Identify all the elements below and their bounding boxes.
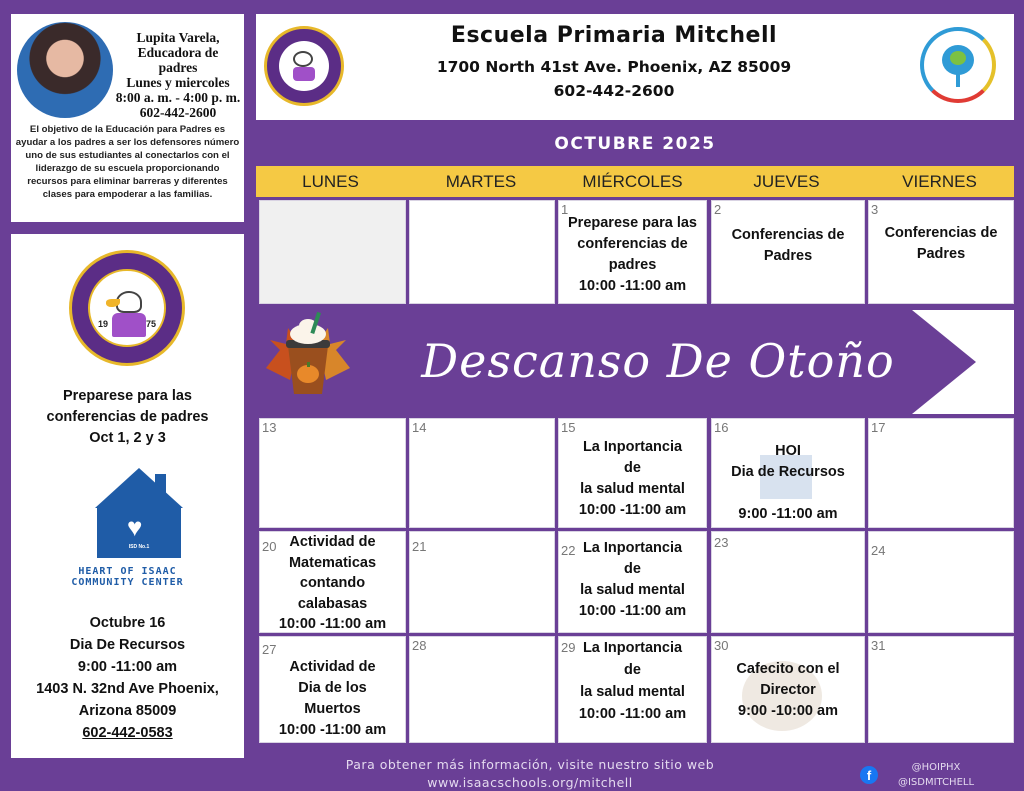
- calendar-day-1: [558, 200, 707, 304]
- conferences-line1: Preparese para las: [63, 388, 192, 404]
- event-line: la salud mental: [580, 481, 685, 497]
- weekday-friday: VIERNES: [865, 166, 1014, 197]
- eagle-head-icon: [293, 51, 313, 67]
- event-line: Padres: [916, 246, 966, 262]
- event-line: Matematicas: [288, 554, 377, 571]
- calendar-day-16: [711, 418, 865, 528]
- facebook-icon[interactable]: f: [860, 766, 878, 784]
- school-address: 1700 North 41st Ave. Phoenix, AZ 85009: [436, 58, 792, 76]
- calendar-day-27: [259, 636, 406, 743]
- footer-website-link[interactable]: www.isaacschools.org/mitchell: [427, 775, 633, 790]
- day-15-event: [559, 437, 706, 521]
- event-line: HOI: [775, 443, 801, 459]
- contact-role-line2: padres: [158, 60, 198, 75]
- parent-educator-panel: [11, 14, 244, 222]
- event-line: Preparese para las: [568, 215, 697, 231]
- hoi-name: [17, 566, 238, 588]
- event-time: 10:00 -11:00 am: [278, 722, 387, 738]
- event-line: La Inportancia: [582, 540, 683, 556]
- contact-hours: 8:00 a. m. - 4:00 p. m.: [115, 90, 241, 105]
- calendar-day-21: [409, 531, 555, 633]
- hoi-house-logo: [95, 468, 183, 560]
- date-number: 22: [561, 543, 576, 558]
- calendar-day-23: [711, 531, 865, 633]
- day-30-event: [712, 659, 864, 722]
- conferences-line3: Oct 1, 2 y 3: [89, 430, 166, 446]
- weekday-monday: LUNES: [256, 166, 405, 197]
- day-27-event: [260, 657, 405, 741]
- weekday-tuesday: MARTES: [405, 166, 557, 197]
- calendar-day-24: [868, 531, 1014, 633]
- event-line: La Inportancia: [582, 640, 683, 656]
- date-number: 23: [714, 535, 729, 550]
- conferences-notice: [11, 386, 244, 449]
- event-line: Dia de los: [298, 680, 367, 696]
- event-line: La Inportancia: [582, 439, 683, 455]
- calendar-day-20: [259, 531, 406, 633]
- hoi-name-line1: HEART OF ISAAC: [78, 566, 177, 577]
- day-3-event: [869, 223, 1013, 265]
- date-number: 28: [412, 638, 427, 653]
- resource-event: [11, 612, 244, 744]
- event-line: Conferencias de: [884, 225, 998, 241]
- day-29-event: [559, 637, 706, 725]
- event-line: Conferencias de: [731, 227, 845, 243]
- eagle-body-icon: [112, 313, 146, 337]
- school-seal-logo: [69, 250, 185, 366]
- date-number: 17: [871, 420, 886, 435]
- day-22-event: [559, 538, 706, 622]
- event-line: Padres: [763, 248, 813, 264]
- pumpkin-latte-icon: [260, 310, 356, 396]
- avatar: [17, 22, 113, 118]
- date-number: 3: [871, 202, 879, 217]
- fall-break-title: Descanso De Otoño: [421, 334, 895, 388]
- event-time: 9:00 -11:00 am: [738, 506, 838, 522]
- date-number: 1: [561, 202, 569, 217]
- school-phone: 602-442-2600: [553, 82, 675, 100]
- event-line: Cafecito con el: [736, 661, 840, 677]
- tree-icon: [950, 51, 966, 65]
- date-number: 16: [714, 420, 729, 435]
- footer-info: [256, 756, 804, 791]
- social-handles: [886, 760, 986, 790]
- event-address2: Arizona 85009: [78, 703, 177, 719]
- fall-break-banner: [260, 310, 1014, 414]
- event-line: Director: [760, 682, 816, 698]
- event-line: Actividad de: [289, 534, 376, 550]
- event-time: 10:00 -11:00 am: [578, 603, 687, 619]
- school-logo: [264, 26, 344, 106]
- hoi-logo-tag: ISD No.1: [128, 544, 150, 550]
- date-number: 31: [871, 638, 886, 653]
- calendar-day-22: [558, 531, 707, 633]
- event-line: Muertos: [304, 701, 361, 717]
- seal-year-right: 75: [145, 319, 156, 329]
- calendar-day-3: [868, 200, 1014, 304]
- event-line: contando: [299, 575, 366, 591]
- contact-description: El objetivo de la Educación para Padres es ayudar a los padres a ser los defensores número uno de sus estudiantes al conectarlos con el liderazgo de su escuela proporcionando recursos para eliminar barreras y diferentes clases para empoderar a las familias.: [15, 124, 240, 200]
- calendar-cell-empty: [259, 200, 406, 304]
- contact-role-line1: Educadora de: [137, 45, 219, 60]
- heart-icon: ♥: [127, 512, 143, 542]
- school-name: Escuela Primaria Mitchell: [450, 23, 778, 48]
- event-time: 9:00 -11:00 am: [77, 659, 178, 675]
- date-number: 24: [871, 543, 886, 558]
- calendar-day-30: [711, 636, 865, 743]
- calendar-day-28: [409, 636, 555, 743]
- day-1-event: [559, 213, 706, 297]
- day-2-event: [712, 225, 864, 267]
- footer-line1: Para obtener más información, visite nuestro sitio web: [345, 757, 715, 772]
- calendar-day-14: [409, 418, 555, 528]
- event-time: 10:00 -11:00 am: [578, 502, 687, 518]
- event-line: Dia de Recursos: [731, 464, 845, 480]
- date-number: 20: [262, 539, 277, 554]
- calendar-day-29: [558, 636, 707, 743]
- conferences-line2: conferencias de padres: [46, 409, 209, 425]
- event-date: Octubre 16: [89, 615, 166, 631]
- date-number: 30: [714, 638, 729, 653]
- weekday-wednesday: MIÉRCOLES: [557, 166, 708, 197]
- event-time: 10:00 -11:00 am: [278, 616, 387, 632]
- event-line: padres: [608, 257, 657, 273]
- calendar-cell-empty: [409, 200, 555, 304]
- calendar-day-15: [558, 418, 707, 528]
- day-16-event: [712, 441, 864, 525]
- contact-days: Lunes y miercoles: [126, 75, 230, 90]
- event-line: calabasas: [297, 595, 368, 612]
- contact-name: Lupita Varela,: [136, 30, 220, 45]
- event-line: Actividad de: [289, 659, 376, 675]
- event-line: de: [624, 561, 641, 577]
- date-number: 2: [714, 202, 722, 217]
- month-title: OCTUBRE 2025: [554, 134, 716, 154]
- event-line: conferencias de: [577, 236, 688, 252]
- calendar-day-2: [711, 200, 865, 304]
- eagle-body-icon: [293, 67, 315, 81]
- event-line: de: [624, 460, 641, 476]
- contact-phone: 602-442-2600: [139, 105, 217, 120]
- social-handle-mitchell[interactable]: @ISDMITCHELL: [897, 777, 975, 788]
- district-logo: [920, 27, 996, 103]
- date-number: 21: [412, 539, 427, 554]
- event-phone: 602-442-0583: [82, 725, 173, 741]
- social-handle-hoi[interactable]: @HOIPHX: [911, 762, 961, 773]
- calendar-day-17: [868, 418, 1014, 528]
- event-time: 9:00 -10:00 am: [738, 703, 838, 719]
- date-number: 13: [262, 420, 277, 435]
- contact-info: [115, 30, 241, 120]
- weekday-thursday: JUEVES: [708, 166, 865, 197]
- event-line: de: [624, 662, 641, 678]
- seal-year-left: 19: [98, 319, 109, 329]
- date-number: 27: [262, 642, 277, 657]
- date-number: 15: [561, 420, 576, 435]
- event-line: la salud mental: [580, 684, 685, 700]
- event-title: Dia De Recursos: [69, 637, 186, 653]
- calendar-day-31: [868, 636, 1014, 743]
- school-header: [256, 14, 1014, 120]
- event-time: 10:00 -11:00 am: [578, 706, 687, 722]
- date-number: 14: [412, 420, 427, 435]
- hoi-name-line2: COMMUNITY CENTER: [71, 577, 184, 588]
- day-20-event: [260, 532, 405, 635]
- event-time: 10:00 -11:00 am: [578, 278, 687, 294]
- event-line: la salud mental: [580, 582, 685, 598]
- calendar-day-13: [259, 418, 406, 528]
- info-panel: [11, 234, 244, 758]
- event-address1: 1403 N. 32nd Ave Phoenix,: [36, 681, 219, 697]
- date-number: 29: [561, 640, 576, 655]
